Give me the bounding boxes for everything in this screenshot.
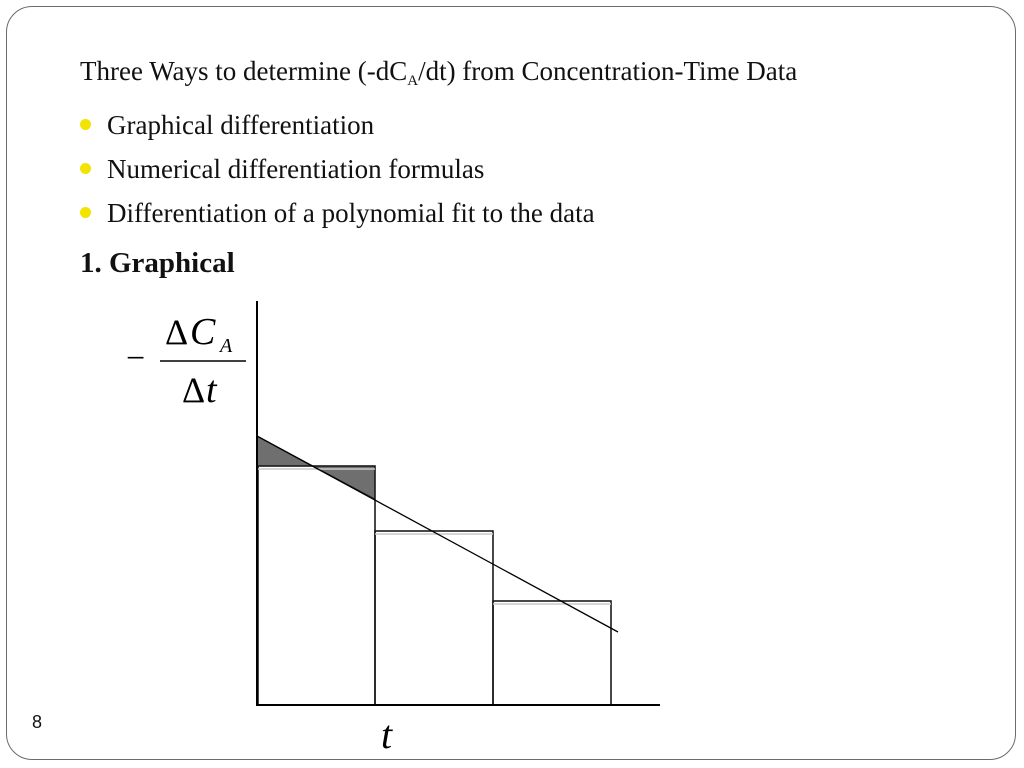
x-axis-label: t [381,712,393,757]
bullet-text: Numerical differentiation formulas [107,154,485,184]
title-suffix: /dt) from Concentration-Time Data [418,56,798,86]
denominator-variable: t [206,369,217,411]
y-axis-label [126,311,246,411]
slide-number: 8 [32,712,43,732]
minus-sign: − [126,340,146,377]
numerator-subscript: A [220,335,233,357]
section-heading: 1. Graphical [80,247,235,279]
bullet-text: Differentiation of a polynomial fit to the data [107,198,595,228]
title-prefix: Three Ways to determine (-dC [80,56,408,86]
histogram-bar [258,466,375,705]
denominator-delta: Δ [182,370,206,410]
numerator-variable: C [190,311,216,353]
fitted-line [257,436,618,632]
histogram-bar [493,601,611,705]
numerator-delta: Δ [165,312,189,352]
bullet-text: Graphical differentiation [107,110,375,140]
histogram-bar [375,531,493,705]
title-subscript: A [407,73,419,89]
